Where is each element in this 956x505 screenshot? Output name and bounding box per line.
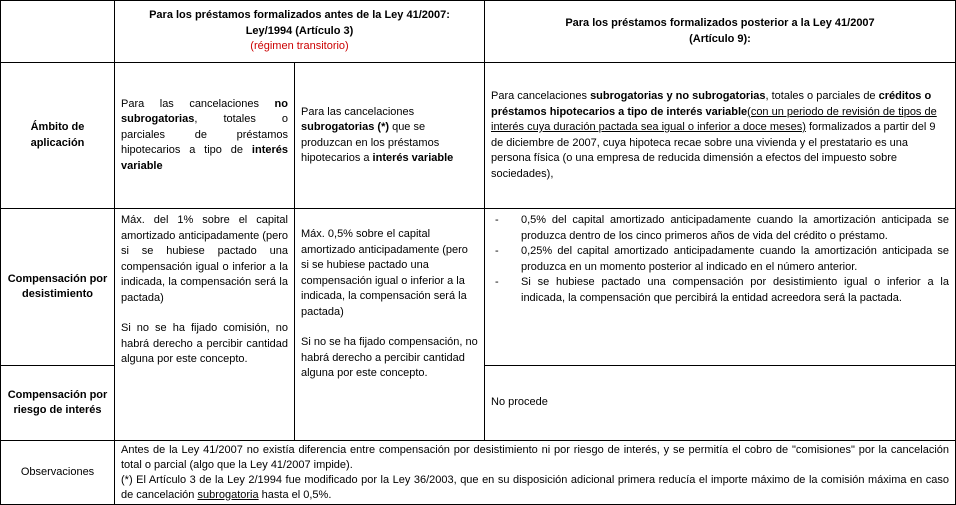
ambito-col3 bbox=[485, 63, 956, 209]
riesgo-col3: No procede bbox=[485, 366, 956, 441]
row-label-ambito: Ámbito de aplicación bbox=[1, 63, 115, 209]
ambito-col3-text1: Para cancelaciones bbox=[491, 90, 591, 102]
observaciones-p2 bbox=[121, 473, 949, 503]
desistimiento-item-1: - 0,5% del capital amortizado anticipadamente cuando la amortización anticipada se produzca dentro de los cinco primeros años de vida del crédito o préstamo. bbox=[521, 213, 949, 244]
ambito-col1-bold1: no subrogatorias bbox=[121, 97, 288, 126]
ambito-col1-bold2: interés variable bbox=[121, 144, 288, 172]
ambito-col1 bbox=[115, 63, 295, 209]
observaciones-p2-text2: hasta el 0,5%. bbox=[258, 488, 332, 501]
desistimiento-col1 bbox=[115, 209, 295, 441]
ambito-col2-text1: Para las cancelaciones bbox=[301, 105, 415, 118]
desistimiento-col1-p2: Si no se ha fijado comisión, no habrá derecho a percibir cantidad alguna por este concepto. bbox=[121, 322, 288, 365]
desistimiento-list bbox=[491, 213, 949, 306]
header-after-law bbox=[485, 1, 956, 63]
ambito-col1-text2: , totales o parciales de préstamos hipotecarios a tipo de bbox=[121, 113, 288, 157]
ambito-col2-bold2: interés variable bbox=[372, 152, 454, 164]
row-ambito bbox=[1, 63, 956, 209]
header-after-line1: Para los préstamos formalizados posterior a la Ley 41/2007 bbox=[565, 17, 875, 29]
header-before-line2: Ley/1994 (Artículo 3) bbox=[245, 24, 354, 37]
header-before-law bbox=[115, 1, 485, 63]
desistimiento-item-2: - 0,25% del capital amortizado anticipadamente cuando la amortización anticipada se produzca en un momento posterior al indicado en el número anterior. bbox=[521, 244, 949, 275]
ambito-col3-text3: formalizados a partir del 9 de diciembre de 2007, cuya hipoteca recae sobre una vivienda y el prestatario es una persona física (o una empresa de reducida dimensión a efectos del impuesto sobre sociedades), bbox=[491, 121, 936, 180]
header-row bbox=[1, 1, 956, 63]
desistimiento-item-3: - Si se hubiese pactado una compensación por desistimiento igual o inferior a la indicada, la compensación que percibirá la entidad acreedora será la pactada. bbox=[521, 275, 949, 306]
row-label-desistimiento: Compensación por desistimiento bbox=[1, 209, 115, 366]
observaciones-p2-text1: (*) El Artículo 3 de la Ley 2/1994 fue modificado por la Ley 36/2003, que en su disposición adicional primera reducía el importe máximo de la comisión máxima en caso de cancelación bbox=[121, 473, 949, 501]
desistimiento-col2 bbox=[295, 209, 485, 441]
row-label-observaciones: Observaciones bbox=[1, 441, 115, 505]
desistimiento-col2-p1: Máx. 0,5% sobre el capital amortizado anticipadamente (pero si se hubiese pactado una compensación igual o inferior a la indicada, la compensación será la pactada) bbox=[301, 228, 468, 318]
observaciones-p2-underlined: subrogatoria bbox=[197, 488, 259, 501]
row-desistimiento bbox=[1, 209, 956, 366]
row-observaciones bbox=[1, 441, 956, 505]
desistimiento-col1-p1: Máx. del 1% sobre el capital amortizado anticipadamente (pero si se hubiese pactado una compensación igual o inferior a la indicada, la compensación será la pactada) bbox=[121, 214, 288, 304]
header-after-line2: (Artículo 9): bbox=[689, 32, 751, 45]
ambito-col3-underlined: (con un periodo de revisión de tipos de interés cuya duración pactada sea igual o inferior a doce meses) bbox=[491, 105, 937, 133]
ambito-col1-text1: Para las cancelaciones bbox=[121, 97, 275, 110]
ambito-col3-bold1: subrogatorias y no subrogatorias bbox=[590, 90, 766, 102]
ambito-col2-bold1: subrogatorias (*) bbox=[301, 121, 390, 133]
desistimiento-col3 bbox=[485, 209, 956, 366]
ambito-col3-text2: , totales o parciales de bbox=[765, 90, 879, 102]
header-before-line1: Para los préstamos formalizados antes de la Ley 41/2007: bbox=[149, 9, 450, 22]
header-before-line3: (régimen transitorio) bbox=[250, 40, 349, 53]
ambito-col2 bbox=[295, 63, 485, 209]
ambito-col2-text2: que se produzcan en los préstamos hipotecarios a bbox=[301, 121, 440, 164]
observaciones-p1: Antes de la Ley 41/2007 no existía diferencia entre compensación por desistimiento ni por riesgo de interés, y se permitía el cobro de "comisiones" por la cancelación total o parcial (algo que la Ley 41/2007 impide). bbox=[121, 443, 949, 471]
header-empty-cell bbox=[1, 1, 115, 63]
desistimiento-col2-p2: Si no se ha fijado compensación, no habrá derecho a percibir cantidad alguna por este concepto. bbox=[301, 336, 478, 379]
observaciones-text bbox=[115, 441, 956, 505]
row-label-riesgo: Compensación por riesgo de interés bbox=[1, 366, 115, 441]
ambito-col3-bold2: créditos o préstamos hipotecarios a tipo de interés variable bbox=[491, 90, 932, 118]
